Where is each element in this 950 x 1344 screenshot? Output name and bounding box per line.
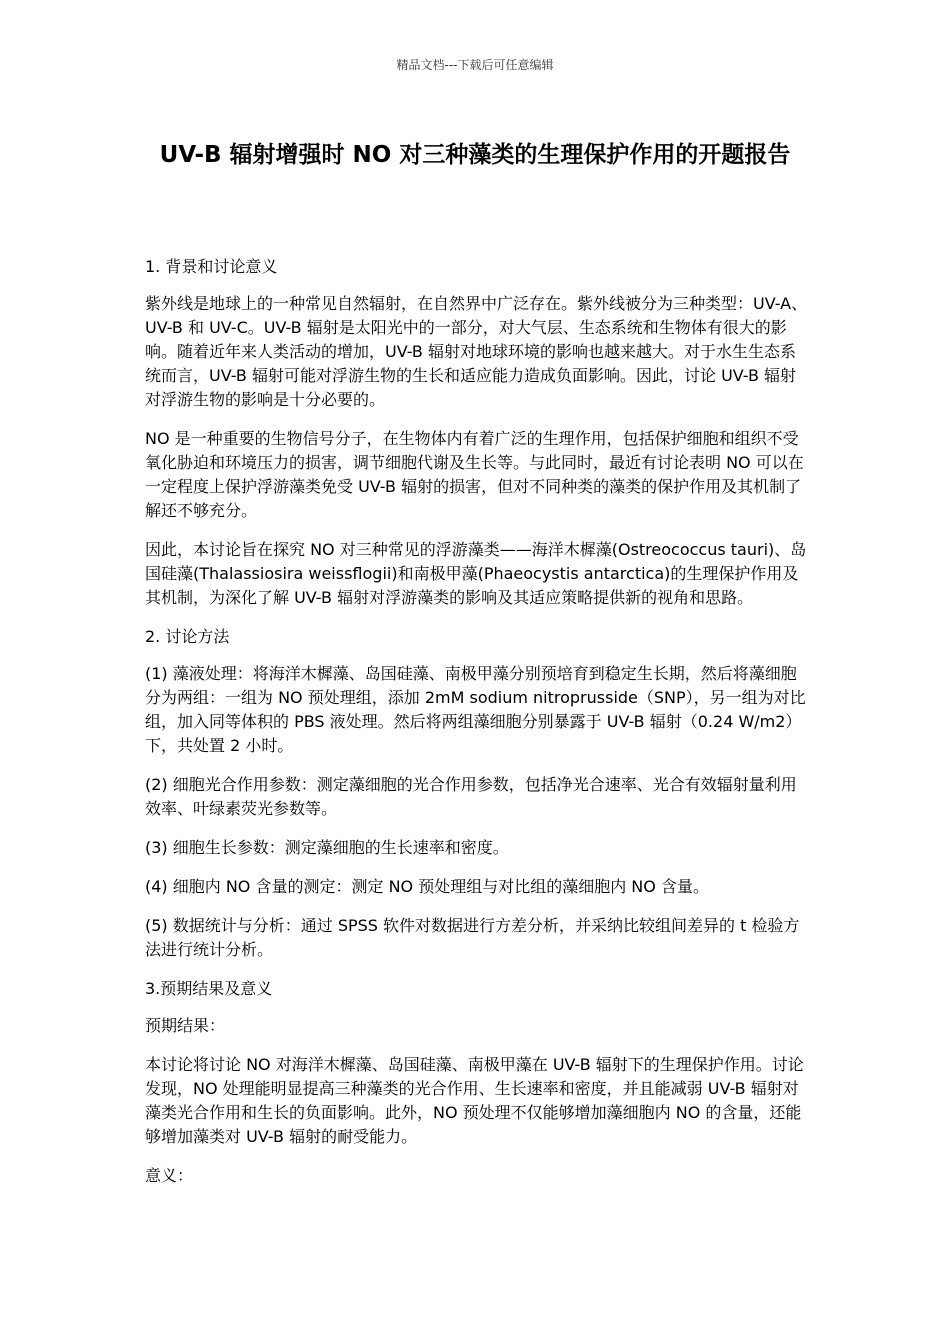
paragraph: 本讨论将讨论 NO 对海洋木樨藻、岛国硅藻、南极甲藻在 UV-B 辐射下的生理保护作用。讨论发现，NO 处理能明显提高三种藻类的光合作用、生长速率和密度，并且能减弱 UV-B 辐射对藻类光合作用和生长的负面影响。此外，NO 预处理不仅能够增加藻细胞内 NO 的含量，还能够增加藻类对 UV-B 辐射的耐受能力。: [145, 1055, 804, 1146]
method-item: (4) 细胞内 NO 含量的测定：测定 NO 预处理组与对比组的藻细胞内 NO 含量。: [145, 877, 709, 896]
paragraph: NO 是一种重要的生物信号分子，在生物体内有着广泛的生理作用，包括保护细胞和组织不受氧化胁迫和环境压力的损害，调节细胞代谢及生长等。与此同时，最近有讨论表明 NO 可以在一定程度上保护浮游藻类免受 UV-B 辐射的损害，但对不同种类的藻类的保护作用及其机制了解还不够充分。: [145, 429, 804, 520]
document-title: UV-B 辐射增强时 NO 对三种藻类的生理保护作用的开题报告: [159, 142, 791, 168]
method-item: (1) 藻液处理：将海洋木樨藻、岛国硅藻、南极甲藻分别预培育到稳定生长期，然后将藻细胞分为两组：一组为 NO 预处理组，添加 2mM sodium nitroprusside（SNP），另一组为对比组，加入同等体积的 PBS 液处理。然后将两组藻细胞分别暴露于 UV-B 辐射（0.24 W/m2）下，共处置 2 小时。: [145, 664, 806, 755]
method-item: (2) 细胞光合作用参数：测定藻细胞的光合作用参数，包括净光合速率、光合有效辐射量利用效率、叶绿素荧光参数等。: [145, 775, 797, 818]
document-body: [145, 255, 810, 1203]
section-heading-background: 1. 背景和讨论意义: [145, 257, 278, 276]
paragraph: 紫外线是地球上的一种常见自然辐射，在自然界中广泛存在。紫外线被分为三种类型：UV-A、UV-B 和 UV-C。UV-B 辐射是太阳光中的一部分，对大气层、生态系统和生物体有很大的影响。随着近年来人类活动的增加，UV-B 辐射对地球环境的影响也越来越大。对于水生生态系统而言，UV-B 辐射可能对浮游生物的生长和适应能力造成负面影响。因此，讨论 UV-B 辐射对浮游生物的影响是十分必要的。: [145, 294, 808, 409]
page-header: 精品文档---下载后可任意编辑: [396, 58, 554, 72]
method-item: (3) 细胞生长参数：测定藻细胞的生长速率和密度。: [145, 838, 509, 857]
section-heading-methods: 2. 讨论方法: [145, 627, 230, 646]
expected-results-label: 预期结果：: [145, 1016, 226, 1035]
section-heading-results: 3.预期结果及意义: [145, 979, 273, 998]
paragraph: 因此，本讨论旨在探究 NO 对三种常见的浮游藻类——海洋木樨藻(Ostreococcus tauri)、岛国硅藻(Thalassiosira weissflogii)和南极甲藻(Phaeocystis antarctica)的生理保护作用及其机制，为深化了解 UV-B 辐射对浮游藻类的影响及其适应策略提供新的视角和思路。: [145, 540, 807, 607]
method-item: (5) 数据统计与分析：通过 SPSS 软件对数据进行方差分析，并采纳比较组间差异的 t 检验方法进行统计分析。: [145, 916, 800, 959]
significance-label: 意义：: [145, 1166, 194, 1185]
